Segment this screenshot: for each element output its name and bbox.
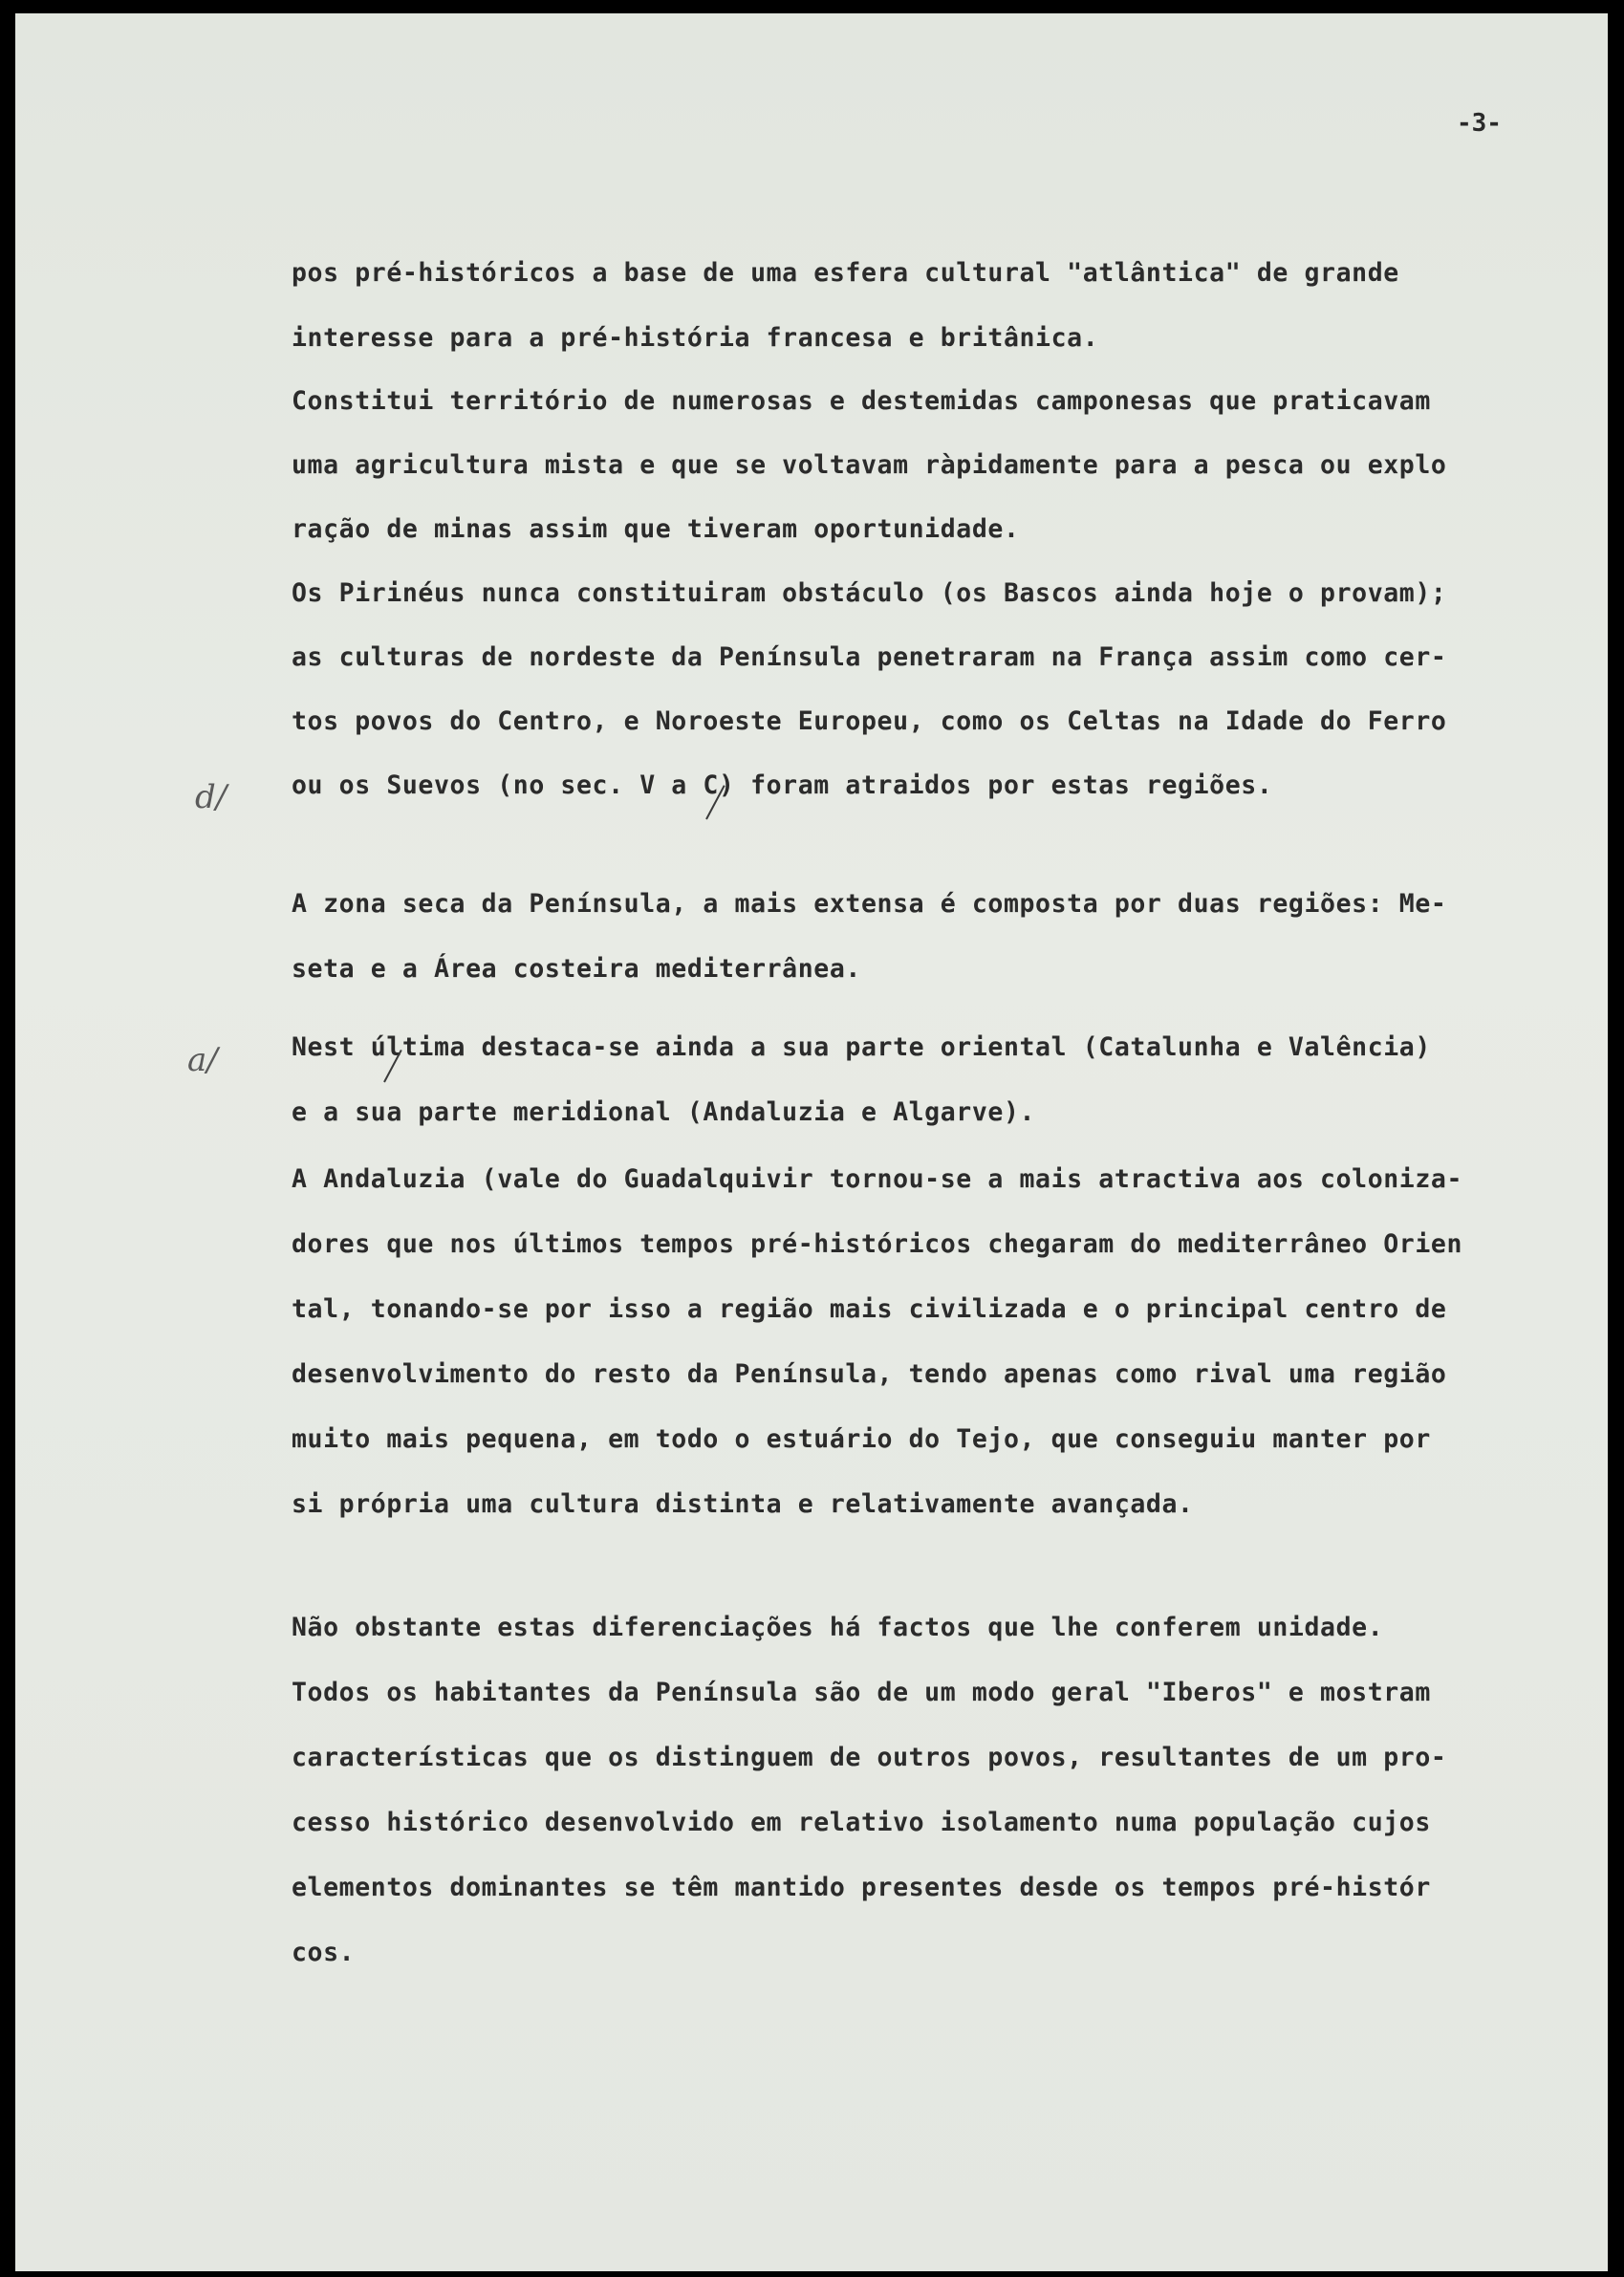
text-line: desenvolvimento do resto da Península, tendo apenas como rival uma região — [292, 1359, 1447, 1389]
text-line: Os Pirinéus nunca constituiram obstáculo (os Bascos ainda hoje o provam); — [292, 578, 1447, 608]
text-line: dores que nos últimos tempos pré-históricos chegaram do mediterrâneo Orien — [292, 1229, 1463, 1259]
text-line: Não obstante estas diferenciações há factos que lhe conferem unidade. — [292, 1613, 1384, 1642]
text-line: cesso histórico desenvolvido em relativo isolamento numa população cujos — [292, 1808, 1431, 1837]
text-line: ração de minas assim que tiveram oportunidade. — [292, 514, 1020, 544]
text-line: e a sua parte meridional (Andaluzia e Algarve). — [292, 1097, 1036, 1127]
text-line: uma agricultura mista e que se voltavam ràpidamente para a pesca ou explo — [292, 450, 1447, 480]
text-line: Todos os habitantes da Península são de um modo geral "Iberos" e mostram — [292, 1678, 1431, 1707]
text-line: características que os distinguem de outros povos, resultantes de um pro- — [292, 1743, 1447, 1772]
text-line: cos. — [292, 1938, 356, 1967]
text-line: pos pré-históricos a base de uma esfera cultural "atlântica" de grande — [292, 258, 1399, 288]
text-line: elementos dominantes se têm mantido presentes desde os tempos pré-histór — [292, 1873, 1431, 1902]
text-line: interesse para a pré-história francesa e britânica. — [292, 323, 1099, 353]
margin-note-d: d/ — [195, 778, 227, 816]
text-line: A zona seca da Península, a mais extensa é composta por duas regiões: Me- — [292, 889, 1447, 919]
typewritten-page — [15, 13, 1608, 2271]
text-line: seta e a Área costeira mediterrânea. — [292, 954, 861, 984]
page-number: -3- — [1457, 109, 1502, 138]
text-line: si própria uma cultura distinta e relativamente avançada. — [292, 1489, 1194, 1519]
text-line: Constitui território de numerosas e destemidas camponesas que praticavam — [292, 386, 1431, 416]
text-line: as culturas de nordeste da Península penetraram na França assim como cer- — [292, 642, 1447, 672]
text-line: A Andaluzia (vale do Guadalquivir tornou-se a mais atractiva aos coloniza- — [292, 1164, 1463, 1194]
margin-note-a: a/ — [187, 1041, 218, 1079]
text-line: tal, tonando-se por isso a região mais civilizada e o principal centro de — [292, 1294, 1447, 1324]
text-line: tos povos do Centro, e Noroeste Europeu, como os Celtas na Idade do Ferro — [292, 706, 1447, 736]
text-line: Nest última destaca-se ainda a sua parte oriental (Catalunha e Valência) — [292, 1032, 1431, 1062]
text-line: ou os Suevos (no sec. V a C) foram atraidos por estas regiões. — [292, 770, 1273, 800]
text-line: muito mais pequena, em todo o estuário do Tejo, que conseguiu manter por — [292, 1424, 1431, 1454]
